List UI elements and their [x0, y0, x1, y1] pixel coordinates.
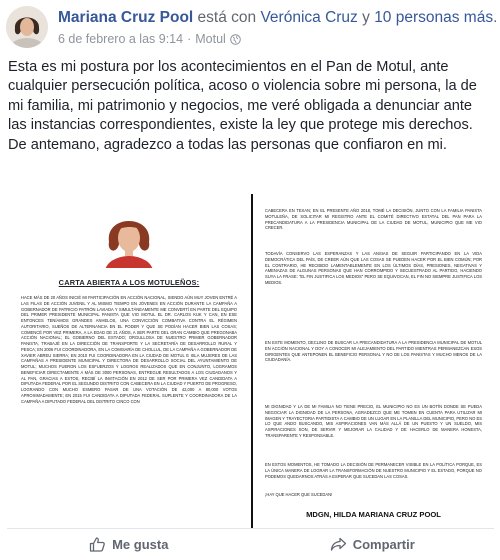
others-link[interactable]: 10 personas más: [374, 9, 494, 26]
letter-paragraph: TODAVÍA CONSERVO LAS ESPERANZAS Y LAS ANSIAS DE SEGUIR PARTICIPANDO EN LA VIDA DEMOCRÁTICA DEL PAÍS, DE CREER AÚN QUE LAS COSAS SE PUEDEN HACER POR EL BIEN COMÚN; POR EL CONTRARIO, HE RECIBIDO LAMENTABLEMENTE EN LOS ÚLTIMOS DÍAS, PRESIONES, NEGATIVAS Y AMENAZAS DE ALGUNAS PERSONAS QUE HAN CORROMPIDO Y SECUESTRADO AL PARTIDO, HACIENDO SUYA LA FRASE: "EL FIN JUSTIFICA LOS MEDIOS" PERO SE EQUIVOCAN, EL FIN NO SIEMPRE JUSTIFICA LOS MEDIOS.: [265, 251, 482, 285]
meta-separator: ·: [187, 32, 192, 46]
portrait-photo: [103, 208, 155, 268]
author-name-link[interactable]: Mariana Cruz Pool: [58, 9, 194, 26]
letter-paragraph: EN ESTOS MOMENTOS, HE TOMADO LA DECISIÓN DE PERMANECER VISIBLE EN LA POLÍTICA PORQUE, ES LA ÚNICA MANERA DE LOGRAR LA TRANSFORMACIÓN DE NUESTRO MUNICIPIO Y EL ESTADO, PORQUE NO PODEMOS QUEDARNOS ATRÁS A ESPERAR QUE SUCEDAN LAS COSAS.: [265, 462, 482, 479]
letter-paragraph: HACE MÁS DE 20 AÑOS INICIÉ MI PARTICIPACIÓN EN ACCIÓN NACIONAL, SIENDO AÚN MUY JOVEN ENTRÉ A LAS FILAS DE ACCIÓN JUVENIL Y AL MISMO TIEMPO EN JÓVENES EN ACCIÓN DURANTE LA CAMPAÑA A GOBERNADOR DE PATRICIO PATRÓN LAVIADA Y SIMULTÁNEAMENTE ME CONVERTÍ EN PARTE DEL EQUIPO DEL PRIMER PRESIDENTE MUNICIPAL PANISTA QUE VIO MOTUL EL DR. CARLOS KUK Y CAN, EN ESE ENTONCES TENÍAMOS GRANDES ANHELOS, UNA CONVICCIÓN COMBATIVA CONTRA EL RÉGIMEN AUTORITARIO, SUEÑOS DE ALTERNANCIA EN EL PODER Y QUE SE PODÍAN HACER BIEN LAS COSAS; COMENCÉ POR VEZ PRIMERA, A LA EDAD DE 21 AÑOS, A SER PARTE DEL GRAN CAMBIO QUE PREGONABA ACCIÓN NACIONAL; EL GOBIERNO DEL ESTADO; ORGULLOSA DE NUESTRO PRIMER GOBERNADOR PANISTA, TRABAJÉ EN LA DIRECCIÓN DE TRANSPORTE Y LA SECRETARÍA DE DESARROLLO RURAL Y PESCA; EN 2006 FUI COORDINADORA, EN LA COMISARÍA DE CHOLLUL, DE LA CAMPAÑA A GOBERNADOR DE XAVIER ABREU SIERRA; EN 2010 FUI COORDINADORA EN LA CIUDAD DE MOTUL E ISLA MUJERES DE LAS CAMPAÑAS A PRESIDENTE MUNICIPAL Y DIRECTORA DE DESARROLLO SOCIAL DEL AYUNTAMIENTO DE MOTUL; MUCHOS FUERON LOS ESFUERZOS Y LOGROS REALIZADOS QUE EN CONJUNTO, LOGRAMOS BENEFICIAR DIRECTAMENTE A MÁS DE 3000 PERSONAS, ENTREGUE RESULTADOS A LOS CIUDADANOS Y AL PAN, GRACIAS A ESTOS, RECIBÍ LA INVITACIÓN EN 2012 DE SER POR PRIMERA VEZ CANDIDATA A DIPUTADA FEDERAL POR EL SEGUNDO DISTRITO CON CABECERA EN LA CIUDAD Y PUERTO DE PROGRESO, LOGRANDO CON MUCHO ESMERO PASAR DE UNA VOTACIÓN DE 42,000 A 80,000 VOTOS APROXIMADAMENTE; EN 2015 FUI CANDIDATA A DIPUTADA FEDERAL SUPLENTE Y COORDINADORA DE LA CAMPAÑA A DIPUTADO FEDERAL DEL DISTRITO CINCO CON: [21, 295, 237, 404]
like-label: Me gusta: [112, 537, 169, 552]
globe-icon[interactable]: [230, 34, 241, 45]
tagged-friend-link[interactable]: Verónica Cruz: [260, 9, 358, 26]
period-text: .: [493, 9, 498, 26]
letter-paragraph: EN ESTE MOMENTO, DECLINO DE BUSCAR LA PRECANDIDATURA A LA PRESIDENCIA MUNICIPAL DE MOTUL EN ACCIÓN NACIONAL Y DOY A CONOCER MI ALEJAMIENTO DEL PARTIDO MIENTRAS PERMANEZCAN ESOS DIRIGENTES QUE ANTEPONEN EL BENEFICIO PERSONAL Y NO DE LOS PANISTAS Y MUCHO MENOS DE LA CIUDADANÍA.: [265, 340, 482, 363]
post-header: [6, 4, 498, 50]
share-label: Compartir: [352, 537, 415, 552]
with-text: está con: [197, 9, 257, 26]
thumbs-up-icon: [89, 536, 106, 553]
author-avatar[interactable]: [6, 6, 48, 48]
letter-signature: MDGN, HILDA MARIANA CRUZ POOL: [306, 510, 441, 519]
like-button[interactable]: [7, 529, 251, 560]
letter-page-left: [7, 194, 251, 528]
letter-title: CARTA ABIERTA A LOS MOTULEÑOS:: [58, 278, 200, 287]
share-button[interactable]: [251, 529, 495, 560]
letter-paragraph: MI DIGNIDAD Y LA DE MI FAMILIA NO TIENE PRECIO, EL MUNICIPIO NO ES UN BOTÍN DONDE SE PUEDA NEGOCIAR LA DIGNIDAD DE LA PERSONA, AGRADEZCO QUE ME TOMEN EN CUENTA PARA UTILIZAR MI IMAGEN Y TRAYECTORIA PARTIDISTA A CAMBIO DE UN LUGAR EN LA PLANILLA DEL MUNICIPIO, PERO NO ES LO QUE ANDO BUSCANDO, MIS ASPIRACIONES VAN MÁS ALLÁ DE UN PUESTO Y UN SUELDO, MIS ASPIRACIONES SON, DE SERVIR Y MEJORAR LA CALIDAD Y DE HACERLO DE MANERA HONESTA, TRANSPARENTE Y RESPONSABLE.: [265, 404, 482, 438]
and-text: y: [362, 9, 370, 26]
post-actions: [7, 528, 494, 560]
letter-page-right: [253, 194, 494, 528]
post-timestamp[interactable]: 6 de febrero a las 9:14: [58, 32, 184, 46]
share-arrow-icon: [330, 537, 347, 552]
letter-closing: ¡HAY QUE HACER QUE SUCEDAN!: [265, 492, 333, 497]
author-line: [58, 9, 497, 27]
post-meta: [58, 32, 241, 47]
post-location[interactable]: Motul: [195, 32, 226, 46]
post-image-letter[interactable]: [7, 194, 494, 528]
letter-paragraph: CABECERA EN TEXAN; EN EL PRESENTE AÑO 2018, TOMÉ LA DECISIÓN, JUNTO CON LA FAMILIA PANISTA MOTULEÑA, DE SOLICITAR MI REGISTRO ANTE EL COMITÉ DIRECTIVO ESTATAL DEL PAN PARA LA PRECANDIDATURA A LA PRESIDENCIA MUNICIPAL DE LA CIUDAD DE MOTUL, MUNICIPIO QUE ME VIO CRECER.: [265, 208, 482, 231]
post-text: Esta es mi postura por los acontecimientos en el Pan de Motul, ante cualquier persecución política, acoso o violencia sobre mi persona, la de mi familia, mi patrimonio y negocios, me veré obligada a denunciar ante las instancias correspondientes, existe la ley que protege mis derechos. De antemano, agradezco a todas las personas que confiaron en mi.: [8, 59, 477, 153]
